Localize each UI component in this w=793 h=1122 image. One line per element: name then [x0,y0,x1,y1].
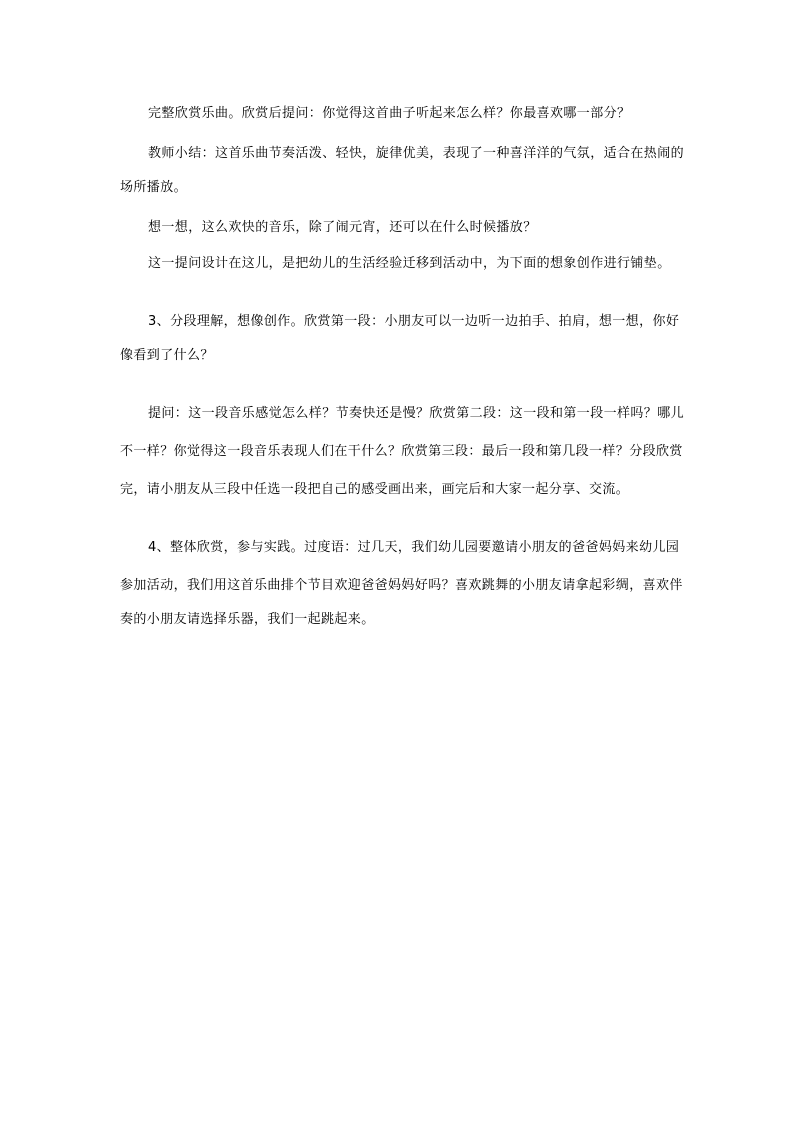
paragraph-7-line-1: 4、整体欣赏，参与实践。过度语：过几天，我们幼儿园要邀请小朋友的爸爸妈妈来幼儿园 [148,540,680,555]
paragraph-1-line-1: 完整欣赏乐曲。欣赏后提问：你觉得这首曲子听起来怎么样？你最喜欢哪一部分？ [148,106,631,121]
paragraph-7-line-3: 奏的小朋友请选择乐器，我们一起跳起来。 [120,612,375,627]
paragraph-6-line-1: 提问：这一段音乐感觉怎么样？节奏快还是慢？欣赏第二段：这一段和第一段一样吗？哪儿 [148,406,685,421]
paragraph-4-line-1: 这一提问设计在这儿，是把幼儿的生活经验迁移到活动中，为下面的想象创作进行铺垫。 [148,256,671,271]
paragraph-6-line-2: 不一样？你觉得这一段音乐表现人们在干什么？欣赏第三段：最后一段和第几段一样？分段欣赏 [120,444,683,459]
paragraph-7-line-2: 参加活动，我们用这首乐曲排个节目欢迎爸爸妈妈好吗？喜欢跳舞的小朋友请拿起彩绸，喜欢伴 [120,578,683,593]
paragraph-6-line-3: 完，请小朋友从三段中任选一段把自己的感受画出来，画完后和大家一起分享、交流。 [120,482,630,497]
paragraph-2-line-1: 教师小结：这首乐曲节奏活泼、轻快，旋律优美，表现了一种喜洋洋的气氛，适合在热闹的 [148,146,685,161]
paragraph-3-line-1: 想一想，这么欢快的音乐，除了闹元宵，还可以在什么时候播放？ [148,220,537,235]
paragraph-5-line-1: 3、分段理解，想像创作。欣赏第一段：小朋友可以一边听一边拍手、拍肩，想一想，你好 [148,314,680,329]
paragraph-5-line-2: 像看到了什么？ [120,348,214,363]
paragraph-2-line-2: 场所播放。 [120,180,188,195]
